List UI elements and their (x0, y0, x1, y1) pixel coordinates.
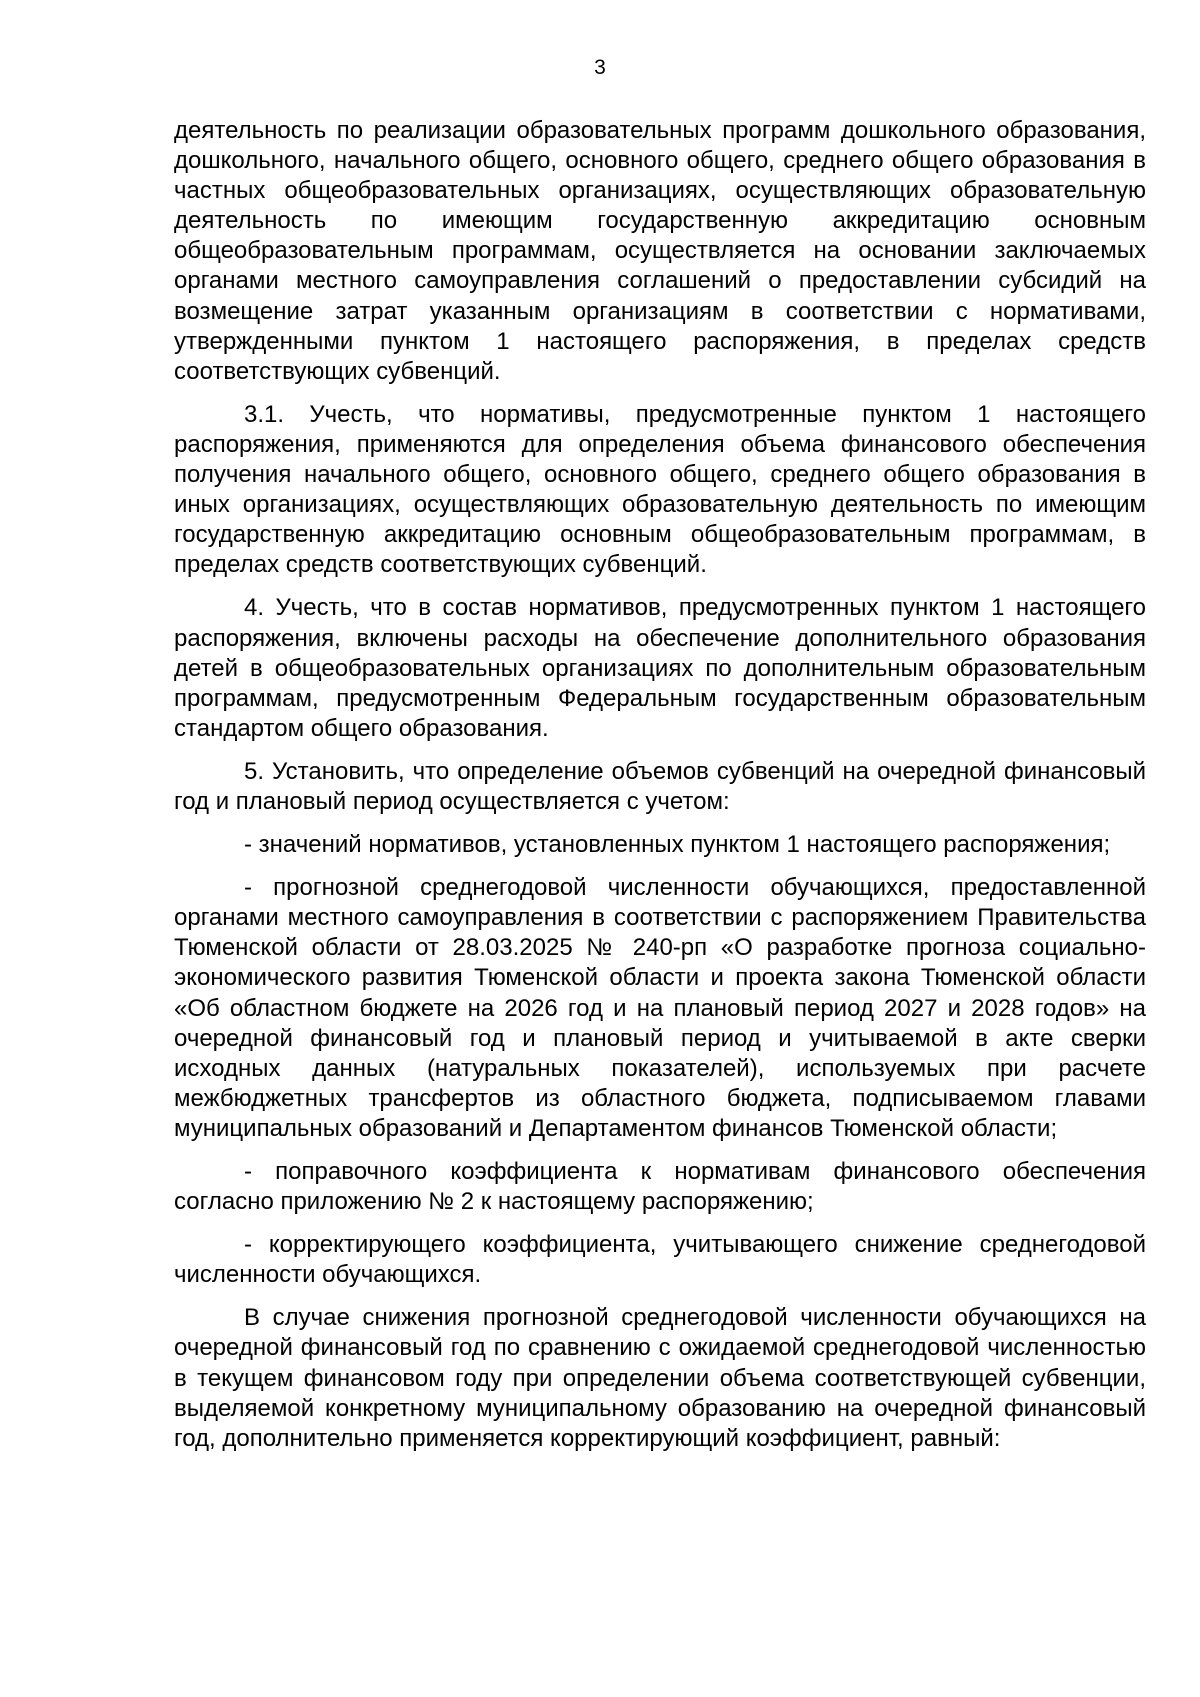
paragraph-3-1: 3.1. Учесть, что нормативы, предусмотренные пунктом 1 настоящего распоряжения, применяются для определения объема финансового обеспечения получения начального общего, основного общего, среднего общего образования в иных организациях, осуществляющих образовательную деятельность по имеющим государственную аккредитацию основным общеобразовательным программам, в пределах средств соответствующих субвенций. (174, 400, 1146, 579)
document-body (174, 116, 1146, 1467)
paragraph-enrollment-decrease: В случае снижения прогнозной среднегодовой численности обучающихся на очередной финансовый год по сравнению с ожидаемой среднегодовой численностью в текущем финансовом году при определении объема соответствующей субвенции, выделяемой конкретному муниципальному образованию на очередной финансовый год, дополнительно применяется корректирующий коэффициент, равный: (174, 1304, 1146, 1452)
paragraph-5: 5. Установить, что определение объемов субвенций на очередной финансовый год и плановый период осуществляется с учетом: (174, 757, 1146, 815)
list-item-correction-coefficient: - корректирующего коэффициента, учитывающего снижение среднегодовой численности обучающихся. (174, 1231, 1146, 1289)
paragraph-4: 4. Учесть, что в состав нормативов, предусмотренных пунктом 1 настоящего распоряжения, включены расходы на обеспечение дополнительного образования детей в общеобразовательных организациях по дополнительным образовательным программам, предусмотренным Федеральным государственным образовательным стандартом общего образования. (174, 594, 1146, 742)
list-item-adjustment-coefficient: - поправочного коэффициента к нормативам финансового обеспечения согласно приложению № 2 к настоящему распоряжению; (174, 1158, 1146, 1216)
list-item-norm-values: - значений нормативов, установленных пунктом 1 настоящего распоряжения; (244, 831, 1111, 859)
page-number: 3 (594, 56, 606, 79)
list-item-forecast-enrollment: - прогнозной среднегодовой численности обучающихся, предоставленной органами местного самоуправления в соответствии с распоряжением Правительства Тюменской области от 28.03.2025 № 240-рп «О разработке прогноза социально-экономического развития Тюменской области и проекта закона Тюменской области «Об областном бюджете на 2026 год и на плановый период 2027 и 2028 годов» на очередной финансовый год и плановый период и учитываемой в акте сверки исходных данных (натуральных показателей), используемых при расчете межбюджетных трансфертов из областного бюджета, подписываемом главами муниципальных образований и Департаментом финансов Тюменской области; (174, 874, 1146, 1142)
paragraph-continuation: деятельность по реализации образовательных программ дошкольного образования, дошкольного, начального общего, основного общего, среднего общего образования в частных общеобразовательных организациях, осуществляющих образовательную деятельность по имеющим государственную аккредитацию основным общеобразовательным программам, осуществляется на основании заключаемых органами местного самоуправления соглашений о предоставлении субсидий на возмещение затрат указанным организациям в соответствии с нормативами, утвержденными пунктом 1 настоящего распоряжения, в пределах средств соответствующих субвенций. (174, 117, 1146, 385)
